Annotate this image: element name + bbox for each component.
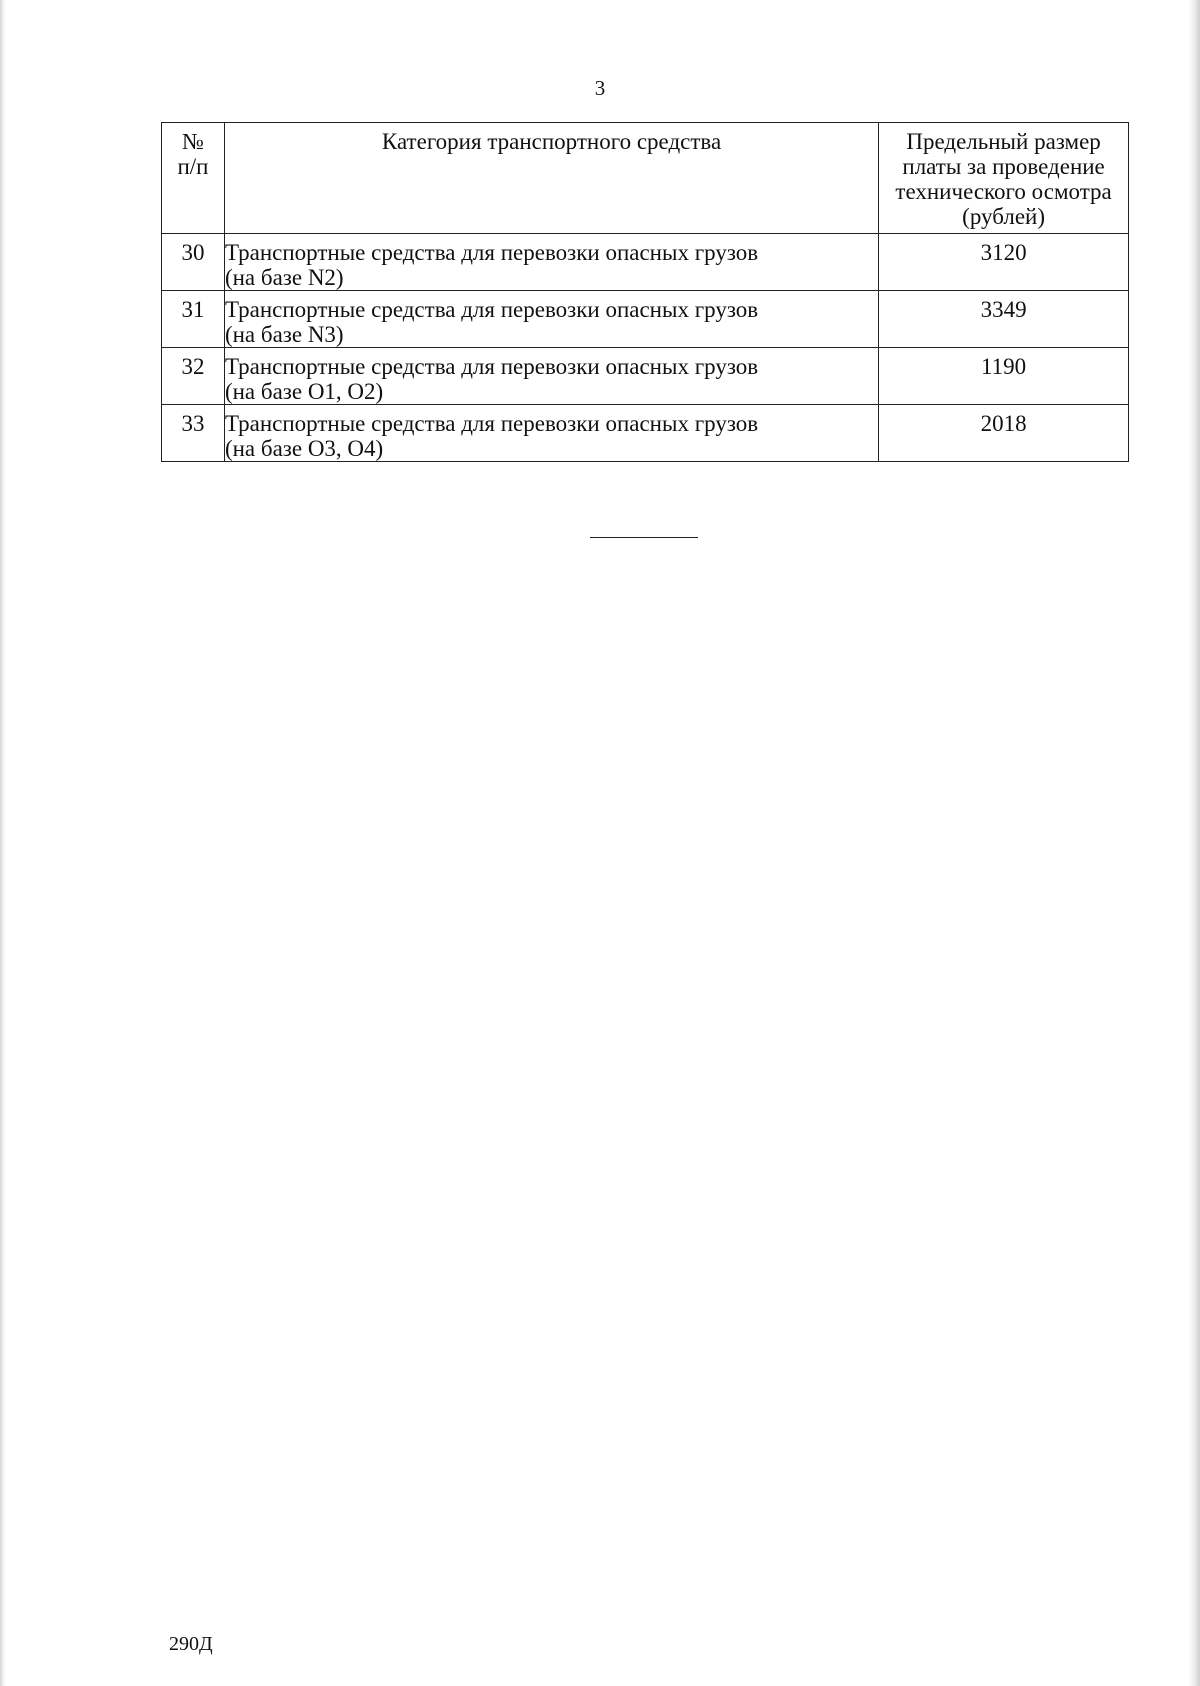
table-header-row — [162, 123, 1129, 234]
row-number: 32 — [162, 348, 225, 405]
scan-edge-right — [1188, 0, 1200, 1686]
row-number: 33 — [162, 405, 225, 462]
table-row — [162, 234, 1129, 291]
row-category-line2: (на базе O3, O4) — [224, 436, 384, 461]
table-row — [162, 348, 1129, 405]
scan-edge-left — [0, 0, 6, 1686]
row-category-line1: Транспортные средства для перевозки опасных грузов — [224, 240, 759, 265]
row-category — [224, 291, 878, 348]
header-number-abbrev: п/п — [177, 154, 209, 179]
document-code: 290Д — [169, 1633, 213, 1655]
inspection-fee-table — [161, 122, 1129, 462]
header-fee: Предельный размер платы за проведение технического осмотра (рублей) — [879, 123, 1129, 234]
row-category-line1: Транспортные средства для перевозки опасных грузов — [224, 354, 759, 379]
table-row — [162, 291, 1129, 348]
row-fee: 2018 — [879, 405, 1129, 462]
row-category-line2: (на базе O1, O2) — [224, 379, 384, 404]
row-fee: 1190 — [879, 348, 1129, 405]
header-category: Категория транспортного средства — [224, 123, 878, 234]
row-category-line2: (на базе N3) — [224, 322, 344, 347]
header-number — [162, 123, 225, 234]
header-number-symbol: № — [181, 129, 204, 154]
row-category — [224, 405, 878, 462]
row-fee: 3120 — [879, 234, 1129, 291]
row-category — [224, 348, 878, 405]
end-divider-line — [590, 537, 698, 538]
row-number: 30 — [162, 234, 225, 291]
row-fee: 3349 — [879, 291, 1129, 348]
row-category-line1: Транспортные средства для перевозки опасных грузов — [224, 411, 759, 436]
row-number: 31 — [162, 291, 225, 348]
row-category-line1: Транспортные средства для перевозки опасных грузов — [224, 297, 759, 322]
row-category-line2: (на базе N2) — [224, 265, 344, 290]
table-row — [162, 405, 1129, 462]
page-number: 3 — [594, 76, 606, 100]
row-category — [224, 234, 878, 291]
